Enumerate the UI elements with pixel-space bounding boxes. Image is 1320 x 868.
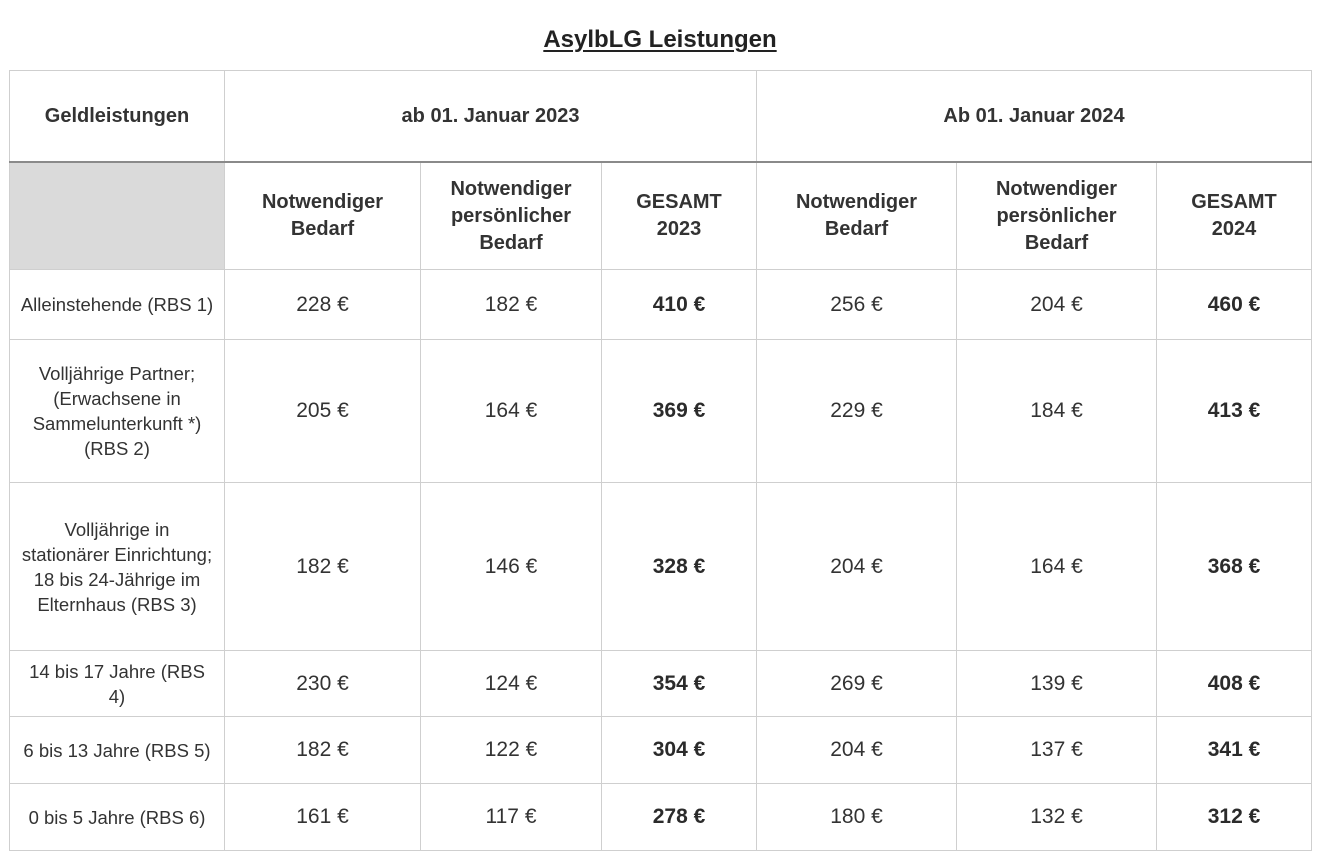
cell-value: 139 € xyxy=(957,651,1157,717)
table-row xyxy=(10,784,1312,851)
cell-value: 122 € xyxy=(421,717,602,784)
cell-value: 204 € xyxy=(757,717,957,784)
header-corner-cell xyxy=(10,162,225,270)
cell-value: 132 € xyxy=(957,784,1157,851)
header-notwendiger-bedarf-2024: Notwendiger Bedarf xyxy=(757,162,957,270)
header-group-2023: ab 01. Januar 2023 xyxy=(225,71,757,163)
cell-value: 204 € xyxy=(957,270,1157,340)
cell-total: 410 € xyxy=(602,270,757,340)
table-row xyxy=(10,651,1312,717)
header-persoenlicher-bedarf-2023: Notwendiger persönlicher Bedarf xyxy=(421,162,602,270)
header-group-2024: Ab 01. Januar 2024 xyxy=(757,71,1312,163)
header-gesamt-2024: GESAMT 2024 xyxy=(1157,162,1312,270)
cell-total: 312 € xyxy=(1157,784,1312,851)
cell-value: 146 € xyxy=(421,483,602,651)
cell-value: 256 € xyxy=(757,270,957,340)
cell-total: 369 € xyxy=(602,340,757,483)
row-label: Alleinstehende (RBS 1) xyxy=(10,270,225,340)
cell-value: 161 € xyxy=(225,784,421,851)
header-row-groups xyxy=(10,71,1312,163)
header-persoenlicher-bedarf-2024: Notwendiger persönlicher Bedarf xyxy=(957,162,1157,270)
cell-value: 269 € xyxy=(757,651,957,717)
cell-value: 182 € xyxy=(421,270,602,340)
cell-value: 137 € xyxy=(957,717,1157,784)
cell-total: 368 € xyxy=(1157,483,1312,651)
header-notwendiger-bedarf-2023: Notwendiger Bedarf xyxy=(225,162,421,270)
cell-total: 460 € xyxy=(1157,270,1312,340)
cell-value: 117 € xyxy=(421,784,602,851)
cell-total: 408 € xyxy=(1157,651,1312,717)
cell-value: 228 € xyxy=(225,270,421,340)
row-label: Volljährige in stationärer Einrichtung; 18 bis 24-Jährige im Elternhaus (RBS 3) xyxy=(10,483,225,651)
table-row xyxy=(10,717,1312,784)
table-row xyxy=(10,340,1312,483)
row-label: 0 bis 5 Jahre (RBS 6) xyxy=(10,784,225,851)
cell-value: 230 € xyxy=(225,651,421,717)
cell-total: 413 € xyxy=(1157,340,1312,483)
cell-value: 204 € xyxy=(757,483,957,651)
cell-value: 164 € xyxy=(421,340,602,483)
row-label: 6 bis 13 Jahre (RBS 5) xyxy=(10,717,225,784)
cell-value: 184 € xyxy=(957,340,1157,483)
cell-value: 164 € xyxy=(957,483,1157,651)
cell-value: 182 € xyxy=(225,717,421,784)
cell-total: 354 € xyxy=(602,651,757,717)
cell-total: 328 € xyxy=(602,483,757,651)
header-geldleistungen: Geldleistungen xyxy=(10,71,225,163)
cell-value: 180 € xyxy=(757,784,957,851)
cell-total: 304 € xyxy=(602,717,757,784)
row-label: 14 bis 17 Jahre (RBS 4) xyxy=(10,651,225,717)
cell-value: 124 € xyxy=(421,651,602,717)
header-row-subcolumns xyxy=(10,162,1312,270)
cell-total: 278 € xyxy=(602,784,757,851)
page-title: AsylbLG Leistungen xyxy=(543,26,777,53)
table-row xyxy=(10,483,1312,651)
header-gesamt-2023: GESAMT 2023 xyxy=(602,162,757,270)
row-label: Volljährige Partner; (Erwachsene in Sammelunterkunft *) (RBS 2) xyxy=(10,340,225,483)
cell-value: 229 € xyxy=(757,340,957,483)
cell-total: 341 € xyxy=(1157,717,1312,784)
benefits-table xyxy=(9,70,1312,851)
cell-value: 182 € xyxy=(225,483,421,651)
cell-value: 205 € xyxy=(225,340,421,483)
table-row xyxy=(10,270,1312,340)
